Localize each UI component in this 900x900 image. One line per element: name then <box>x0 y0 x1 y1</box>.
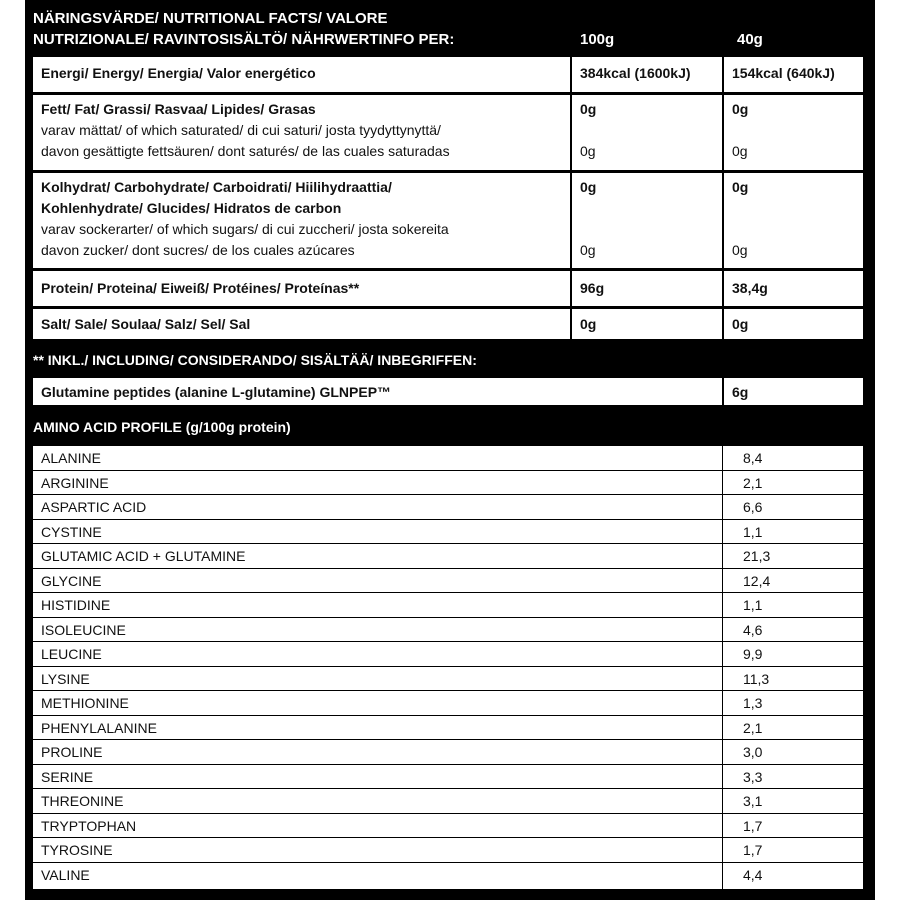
protein-value-40g: 38,4g <box>732 280 768 296</box>
amino-acid-name: METHIONINE <box>41 695 129 711</box>
amino-acid-name: TYROSINE <box>41 842 113 858</box>
amino-acid-table <box>33 445 863 889</box>
amino-acid-value: 4,6 <box>743 621 763 638</box>
fat-label: Fett/ Fat/ Grassi/ Rasvaa/ Lipides/ Grasas <box>41 101 316 117</box>
energy-value-40g: 154kcal (640kJ) <box>732 65 835 81</box>
amino-acid-row <box>33 716 863 741</box>
header-title-line2: NUTRIZIONALE/ RAVINTOSISÄLTÖ/ NÄHRWERTINFO PER: <box>33 31 455 48</box>
glutamine-peptides-row <box>33 378 863 405</box>
energy-row <box>33 57 863 95</box>
amino-acid-row <box>33 520 863 545</box>
amino-acid-name: PHENYLALANINE <box>41 719 157 736</box>
amino-acid-value: 4,4 <box>743 866 763 883</box>
fat-value-40g: 0g <box>732 101 749 117</box>
fat-row <box>33 95 863 173</box>
amino-acid-row <box>33 838 863 863</box>
fat-40g-cell <box>724 95 863 170</box>
amino-acid-row <box>33 642 863 667</box>
amino-acid-name: HISTIDINE <box>41 597 111 613</box>
salt-value-40g: 0g <box>732 316 749 332</box>
amino-acid-value: 2,1 <box>743 719 763 736</box>
amino-acid-heading: AMINO ACID PROFILE (g/100g protein) <box>33 419 291 435</box>
amino-acid-value: 1,1 <box>743 597 763 613</box>
fat-value-100g: 0g <box>580 101 597 117</box>
amino-acid-name: ARGININE <box>41 474 109 491</box>
amino-acid-name: PROLINE <box>41 744 103 760</box>
energy-value-100g: 384kcal (1600kJ) <box>580 65 691 81</box>
amino-acid-name: LEUCINE <box>41 646 102 662</box>
amino-acid-name: SERINE <box>41 768 94 785</box>
fat-saturated-value-100g: 0g <box>580 143 596 159</box>
amino-acid-name: GLUTAMIC ACID + GLUTAMINE <box>41 548 246 564</box>
amino-acid-value: 1,7 <box>743 842 763 858</box>
amino-acid-value: 11,3 <box>743 670 770 687</box>
amino-acid-value: 1,3 <box>743 695 763 711</box>
glutamine-peptides-label: Glutamine peptides (alanine L-glutamine) GLNPEP™ <box>41 384 392 400</box>
amino-acid-row <box>33 544 863 569</box>
carbohydrate-label-cell <box>33 173 570 268</box>
amino-acid-row <box>33 446 863 471</box>
carbohydrate-row <box>33 173 863 271</box>
amino-acid-row <box>33 618 863 643</box>
amino-acid-name: ISOLEUCINE <box>41 621 126 638</box>
carbohydrate-40g-cell <box>724 173 863 268</box>
amino-acid-row <box>33 569 863 594</box>
amino-acid-row <box>33 740 863 765</box>
amino-acid-row <box>33 814 863 839</box>
amino-acid-row <box>33 789 863 814</box>
amino-acid-name: CYSTINE <box>41 523 102 540</box>
amino-acid-value: 8,4 <box>743 450 763 466</box>
amino-acid-name: ALANINE <box>41 450 101 466</box>
protein-label: Protein/ Proteina/ Eiweiß/ Protéines/ Proteínas** <box>41 280 360 296</box>
fat-saturated-value-40g: 0g <box>732 143 748 159</box>
amino-acid-value: 3,1 <box>743 793 763 809</box>
header-col-40g: 40g <box>737 31 763 48</box>
carbohydrate-label-2: Kohlenhydrate/ Glucides/ Hidratos de carbon <box>41 200 342 216</box>
sugars-label-1: varav sockerarter/ of which sugars/ di cui zuccheri/ josta sokereita <box>41 221 449 237</box>
amino-acid-name: ASPARTIC ACID <box>41 499 147 515</box>
amino-acid-name: THREONINE <box>41 793 124 809</box>
carbohydrate-value-40g: 0g <box>732 179 749 195</box>
amino-acid-value: 1,7 <box>743 817 763 834</box>
sugars-value-40g: 0g <box>732 242 748 258</box>
amino-acid-value: 21,3 <box>743 548 771 564</box>
amino-acid-value: 1,1 <box>743 523 763 540</box>
header-title-line1: NÄRINGSVÄRDE/ NUTRITIONAL FACTS/ VALORE <box>33 10 388 27</box>
amino-acid-row <box>33 667 863 692</box>
carbohydrate-label-1: Kolhydrat/ Carbohydrate/ Carboidrati/ Hiilihydraattia/ <box>41 179 392 195</box>
amino-acid-value: 3,0 <box>743 744 763 760</box>
fat-label-cell <box>33 95 570 170</box>
amino-acid-row <box>33 765 863 790</box>
header-col-100g: 100g <box>580 31 615 48</box>
amino-acid-value: 3,3 <box>743 768 763 785</box>
amino-acid-name: GLYCINE <box>41 572 102 589</box>
amino-acid-row <box>33 593 863 618</box>
energy-label: Energi/ Energy/ Energia/ Valor energético <box>41 65 316 81</box>
salt-label: Salt/ Sale/ Soulaa/ Salz/ Sel/ Sal <box>41 316 251 332</box>
fat-100g-cell <box>572 95 722 170</box>
amino-acid-row <box>33 691 863 716</box>
amino-acid-value: 2,1 <box>743 474 763 491</box>
amino-acid-row <box>33 863 863 888</box>
salt-row <box>33 309 863 339</box>
salt-value-100g: 0g <box>580 316 597 332</box>
amino-acid-name: LYSINE <box>41 670 90 687</box>
carbohydrate-100g-cell <box>572 173 722 268</box>
including-heading: ** INKL./ INCLUDING/ CONSIDERANDO/ SISÄLTÄÄ/ INBEGRIFFEN: <box>33 352 477 368</box>
nutrition-table <box>33 55 863 339</box>
protein-value-100g: 96g <box>580 280 605 296</box>
sugars-label-2: davon zucker/ dont sucres/ de los cuales azúcares <box>41 242 355 258</box>
fat-saturated-label-2: davon gesättigte fettsäuren/ dont saturés/ de las cuales saturadas <box>41 143 450 159</box>
amino-acid-row <box>33 495 863 520</box>
glutamine-peptides-value: 6g <box>732 384 749 400</box>
protein-row <box>33 271 863 309</box>
carbohydrate-value-100g: 0g <box>580 179 597 195</box>
amino-acid-value: 12,4 <box>743 572 771 589</box>
amino-acid-name: TRYPTOPHAN <box>41 817 137 834</box>
amino-acid-value: 9,9 <box>743 646 763 662</box>
sugars-value-100g: 0g <box>580 242 596 258</box>
amino-acid-row <box>33 471 863 496</box>
fat-saturated-label-1: varav mättat/ of which saturated/ di cui saturi/ josta tyydyttynyttä/ <box>41 122 441 138</box>
amino-acid-value: 6,6 <box>743 499 763 515</box>
amino-acid-name: VALINE <box>41 866 90 883</box>
